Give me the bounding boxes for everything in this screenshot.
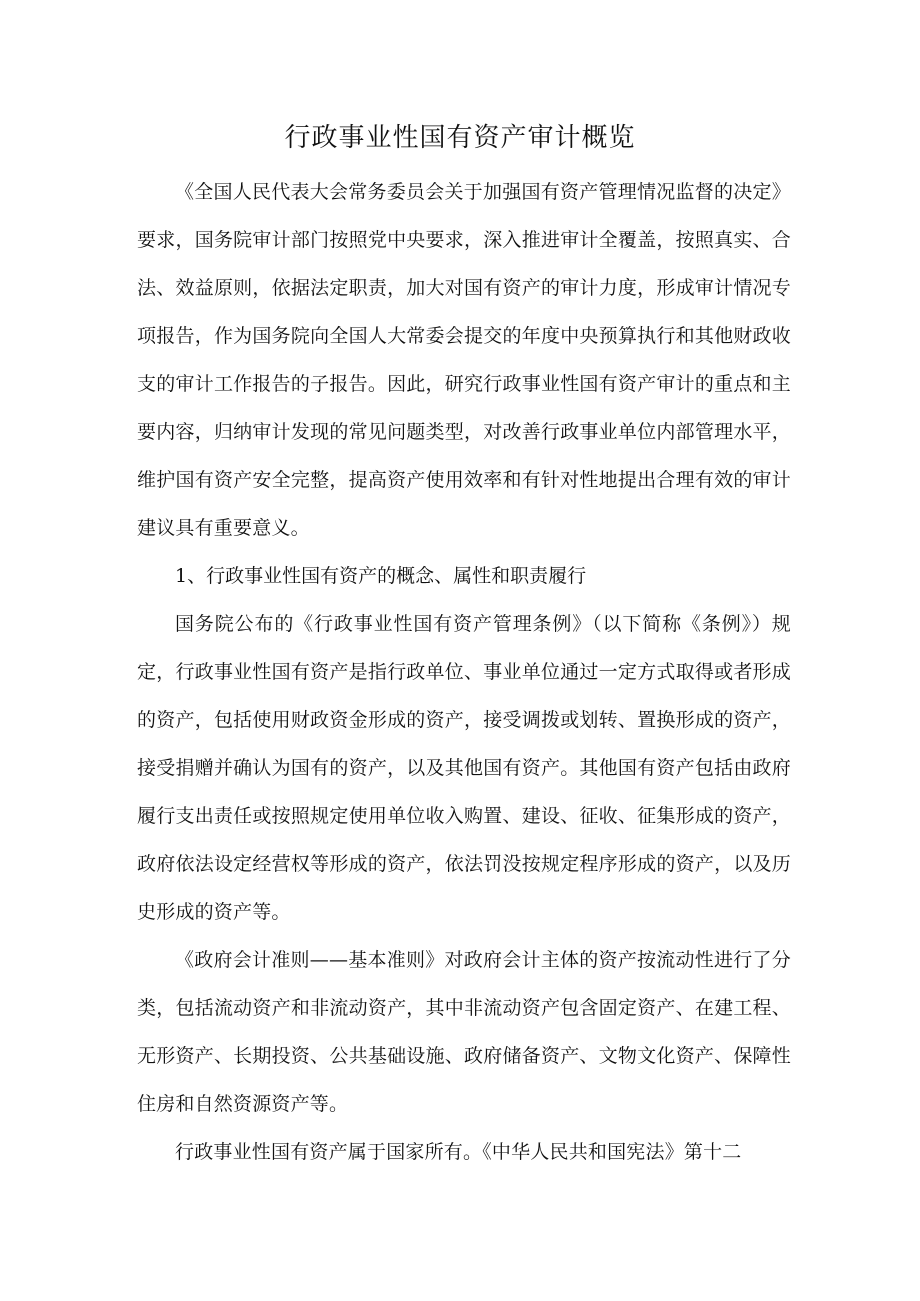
document-body [137, 168, 791, 1176]
document-title: 行政事业性国有资产审计概览 [284, 123, 636, 153]
paragraph-classification: 《政府会计准则——基本准则》对政府会计主体的资产按流动性进行了分类，包括流动资产和非流动资产，其中非流动资产包含固定资产、在建工程、无形资产、长期投资、公共基础设施、政府储备资产、文物文化资产、保障性住房和自然资源资产等。 [137, 949, 791, 1115]
section-heading: 1、行政事业性国有资产的概念、属性和职责履行 [175, 565, 587, 587]
paragraph-ownership: 行政事业性国有资产属于国家所有。《中华人民共和国宪法》第十二 [175, 1141, 742, 1163]
paragraph-intro: 《全国人民代表大会常务委员会关于加强国有资产管理情况监督的决定》要求，国务院审计部门按照党中央要求，深入推进审计全覆盖，按照真实、合法、效益原则，依据法定职责，加大对国有资产的审计力度，形成审计情况专项报告，作为国务院向全国人大常委会提交的年度中央预算执行和其他财政收支的审计工作报告的子报告。因此，研究行政事业性国有资产审计的重点和主要内容，归纳审计发现的常见问题类型，对改善行政事业单位内部管理水平，维护国有资产安全完整，提高资产使用效率和有针对性地提出合理有效的审计建议具有重要意义。 [137, 181, 791, 539]
paragraph-definition: 国务院公布的《行政事业性国有资产管理条例》（以下简称《条例》）规定，行政事业性国有资产是指行政单位、事业单位通过一定方式取得或者形成的资产，包括使用财政资金形成的资产，接受调拨或划转、置换形成的资产，接受捐赠并确认为国有的资产，以及其他国有资产。其他国有资产包括由政府履行支出责任或按照规定使用单位收入购置、建设、征收、征集形成的资产，政府依法设定经营权等形成的资产，依法罚没按规定程序形成的资产，以及历史形成的资产等。 [137, 613, 791, 923]
